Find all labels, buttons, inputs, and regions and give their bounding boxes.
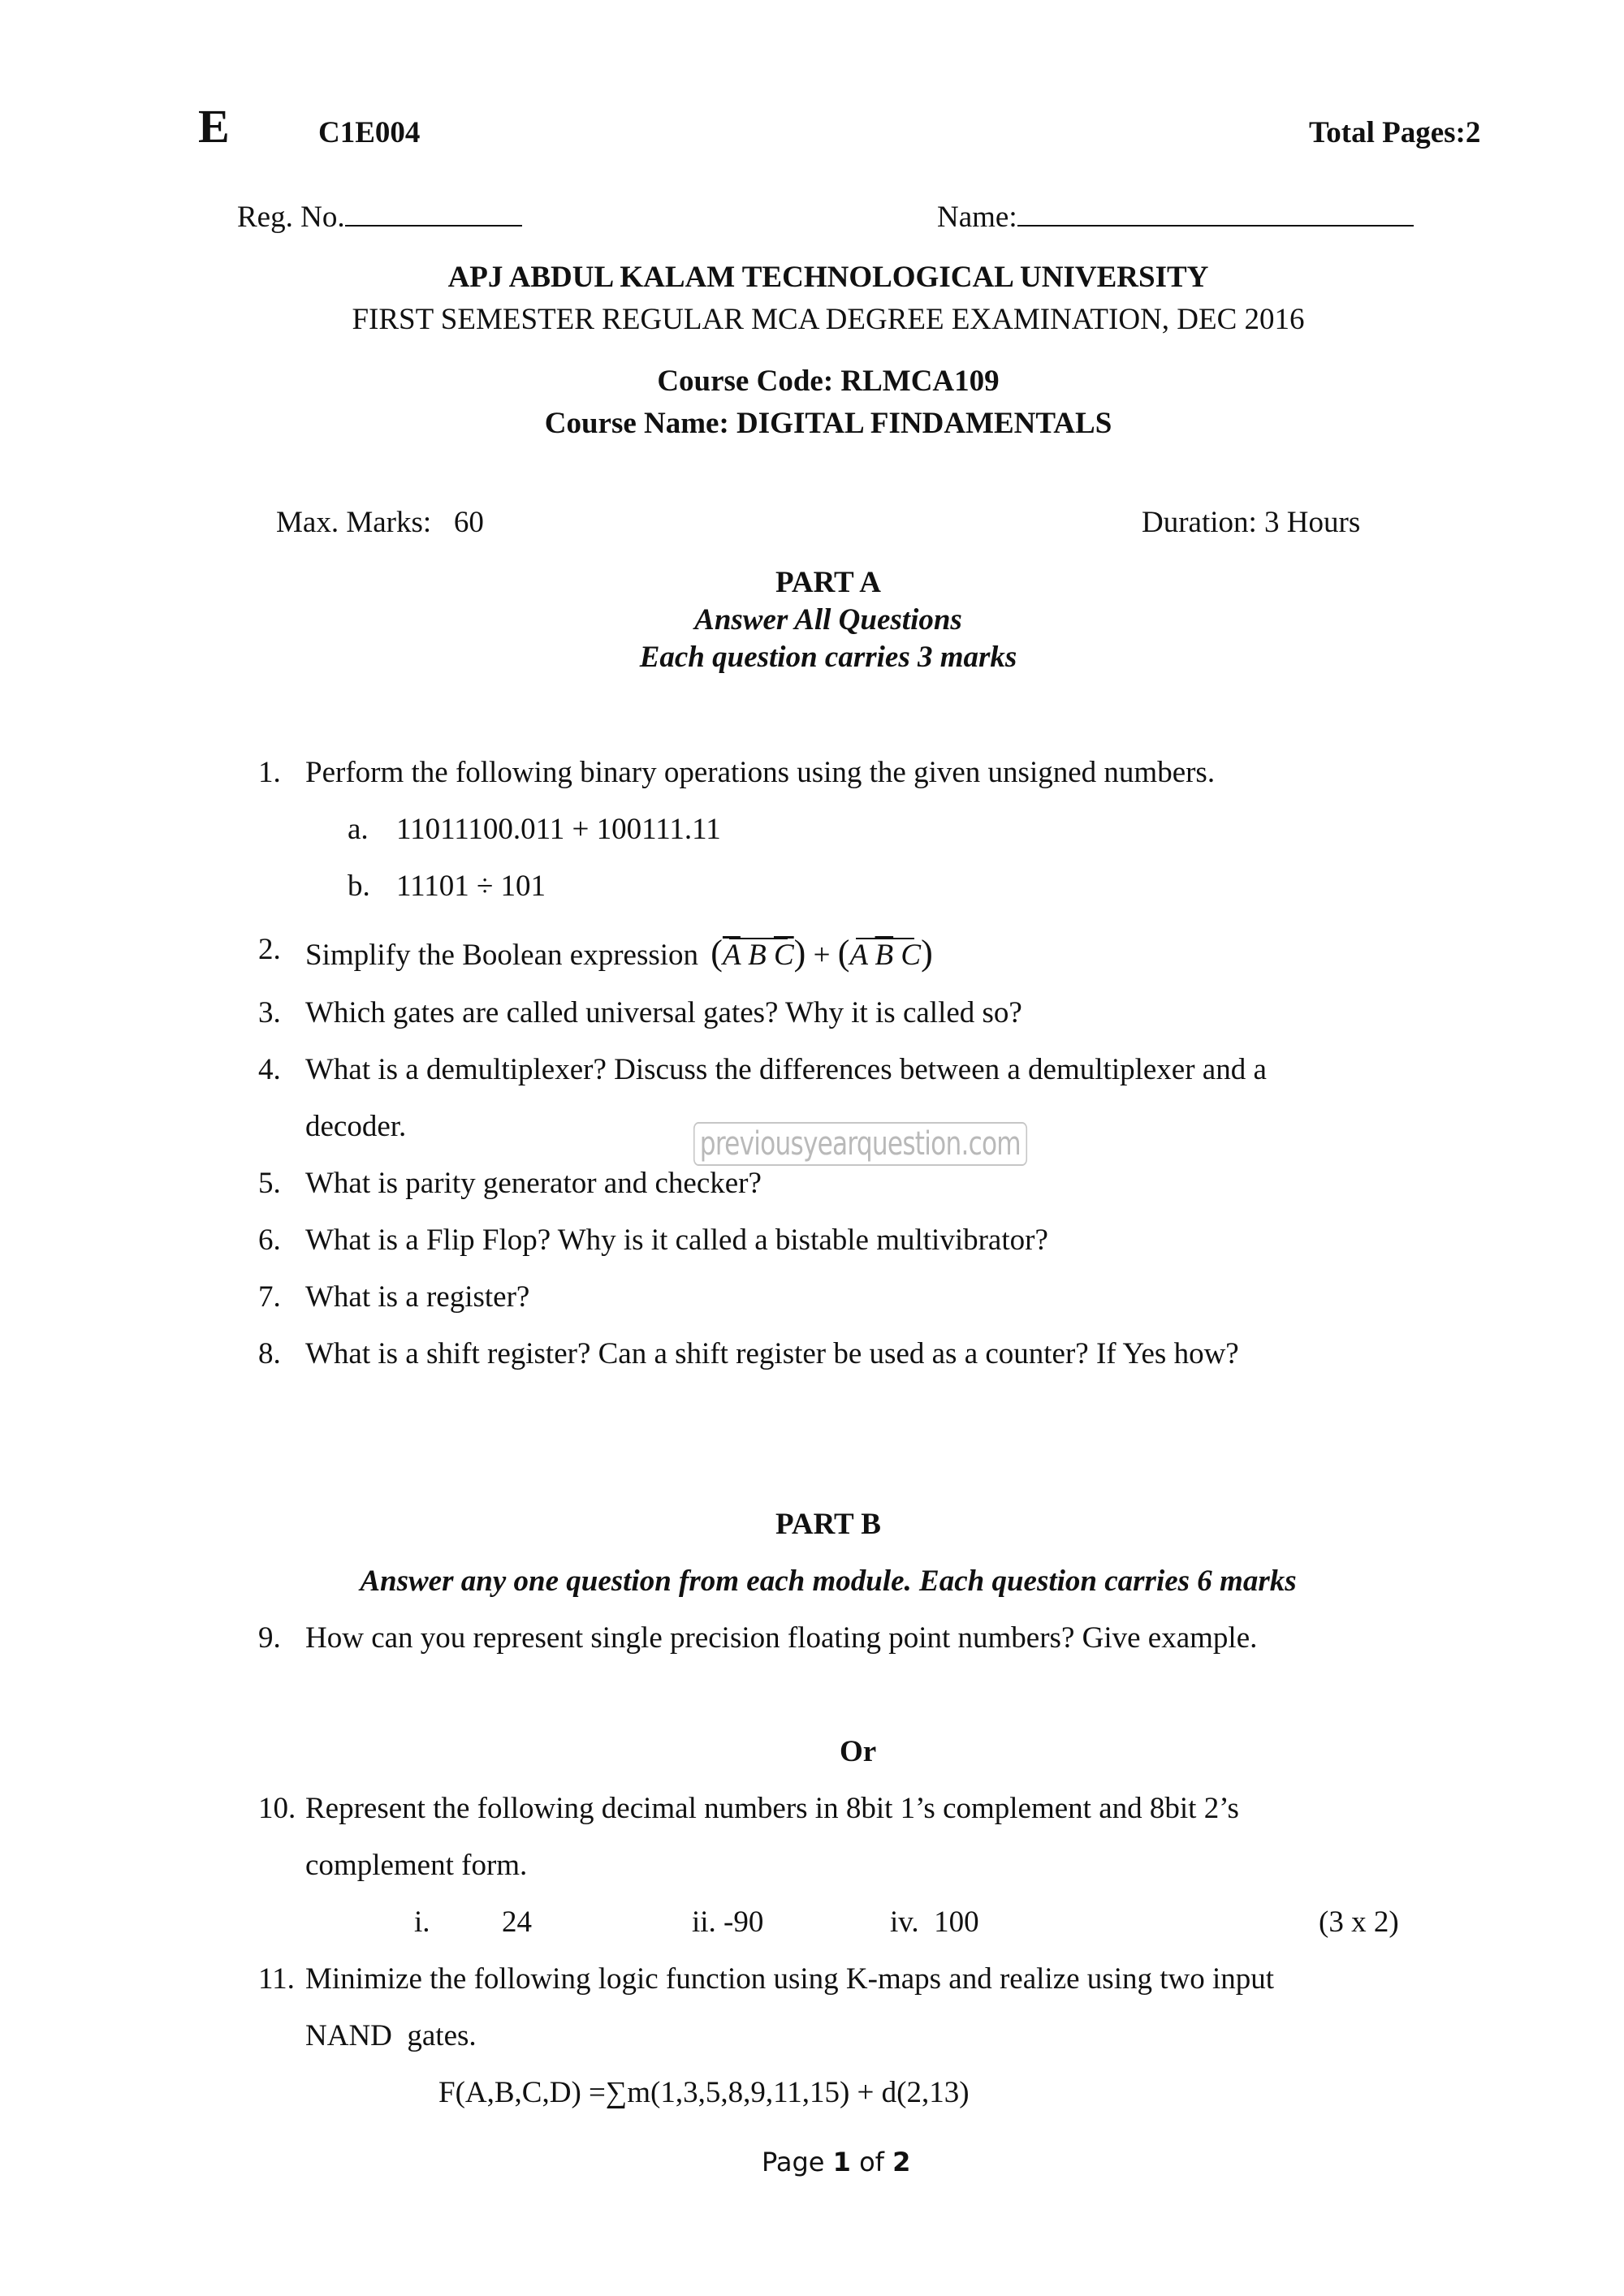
q10-item-iv: iv. 100 bbox=[890, 1905, 979, 1939]
q10-text: Represent the following decimal numbers in 8bit 1’s complement and 8bit 2’s bbox=[305, 1792, 1239, 1825]
q11-function: F(A,B,C,D) =∑m(1,3,5,8,9,11,15) + d(2,13) bbox=[438, 2076, 970, 2109]
name-field bbox=[937, 200, 1414, 235]
course-code: Course Code: RLMCA109 bbox=[657, 365, 1000, 398]
footer-current-page: 1 bbox=[832, 2147, 851, 2177]
q1b-text: 11101 ÷ 101 bbox=[396, 870, 546, 903]
expr-c: C bbox=[901, 939, 922, 972]
q5-number: 5. bbox=[258, 1167, 281, 1200]
footer-page-label: Page bbox=[762, 2147, 825, 2177]
footer-of-label: of bbox=[859, 2147, 884, 2177]
q10-marks: (3 x 2) bbox=[1319, 1905, 1399, 1939]
expr-b: B bbox=[748, 939, 767, 972]
q4-text: What is a demultiplexer? Discuss the differences between a demultiplexer and a bbox=[305, 1053, 1267, 1086]
course-name: Course Name: DIGITAL FINDAMENTALS bbox=[544, 407, 1112, 440]
part-a-instruction: Answer All Questions bbox=[694, 603, 962, 637]
q8-number: 8. bbox=[258, 1337, 281, 1370]
q1-text: Perform the following binary operations using the given unsigned numbers. bbox=[305, 756, 1216, 789]
boolean-expression: ($\overline{A}$ B $\overline{C}) + (A$ $\overline{B}$ C) bbox=[710, 933, 933, 973]
q10-item-i-label: i. bbox=[414, 1905, 430, 1939]
expr-group-1 bbox=[723, 938, 794, 973]
q3-number: 3. bbox=[258, 996, 281, 1029]
q1a-label: a. bbox=[348, 813, 369, 846]
q2-number: 2. bbox=[258, 933, 281, 966]
expr-group-2 bbox=[849, 938, 921, 973]
exam-title: FIRST SEMESTER REGULAR MCA DEGREE EXAMINATION, DEC 2016 bbox=[352, 303, 1305, 336]
q7-text: What is a register? bbox=[305, 1280, 530, 1314]
q6-text: What is a Flip Flop? Why is it called a bistable multivibrator? bbox=[305, 1224, 1048, 1257]
q7-number: 7. bbox=[258, 1280, 281, 1314]
q11-text: Minimize the following logic function using K-maps and realize using two input bbox=[305, 1962, 1275, 1996]
q10-number: 10. bbox=[258, 1792, 296, 1825]
reg-no-blank bbox=[345, 201, 522, 227]
q2-text bbox=[305, 932, 933, 973]
duration: Duration: 3 Hours bbox=[1142, 506, 1361, 539]
part-b-title: PART B bbox=[775, 1508, 881, 1541]
q4-number: 4. bbox=[258, 1053, 281, 1086]
q3-text: Which gates are called universal gates? Why it is called so? bbox=[305, 996, 1022, 1029]
max-marks: Max. Marks: 60 bbox=[276, 506, 484, 539]
or-separator: Or bbox=[840, 1735, 877, 1768]
page-footer bbox=[762, 2147, 910, 2177]
q8-text: What is a shift register? Can a shift register be used as a counter? If Yes how? bbox=[305, 1337, 1239, 1370]
total-pages: Total Pages:2 bbox=[1309, 116, 1481, 149]
q1-number: 1. bbox=[258, 756, 281, 789]
watermark-logo: previousyearquestion.com bbox=[693, 1122, 1027, 1166]
part-a-marks: Each question carries 3 marks bbox=[639, 641, 1017, 674]
name-label: Name: bbox=[937, 201, 1017, 234]
expr-plus: + bbox=[813, 939, 831, 972]
q5-text: What is parity generator and checker? bbox=[305, 1167, 762, 1200]
q1a-text: 11011100.011 + 100111.11 bbox=[396, 813, 721, 846]
q11-number: 11. bbox=[258, 1962, 295, 1996]
q4-text-cont: decoder. bbox=[305, 1110, 407, 1143]
university-name: APJ ABDUL KALAM TECHNOLOGICAL UNIVERSITY bbox=[447, 261, 1209, 294]
expr-b-bar: $\overline{B}$ bbox=[875, 939, 894, 972]
q6-number: 6. bbox=[258, 1224, 281, 1257]
q2-label: Simplify the Boolean expression bbox=[305, 939, 699, 972]
paper-code: C1E004 bbox=[318, 116, 421, 149]
q9-number: 9. bbox=[258, 1621, 281, 1655]
expr-c-bar: $\overline{C}$ bbox=[773, 939, 794, 972]
q11-text-cont: NAND gates. bbox=[305, 2019, 477, 2052]
q9-text: How can you represent single precision floating point numbers? Give example. bbox=[305, 1621, 1258, 1655]
q10-item-ii: ii. -90 bbox=[692, 1905, 764, 1939]
q10-text-cont: complement form. bbox=[305, 1849, 528, 1882]
footer-total-pages: 2 bbox=[892, 2147, 911, 2177]
q10-item-i-value: 24 bbox=[502, 1905, 532, 1939]
expr-a: A bbox=[849, 939, 868, 972]
set-label: E bbox=[198, 100, 230, 153]
part-b-instruction: Answer any one question from each module. Each question carries 6 marks bbox=[360, 1564, 1297, 1598]
name-blank bbox=[1017, 201, 1414, 227]
reg-no-field bbox=[237, 200, 522, 235]
reg-no-label: Reg. No. bbox=[237, 201, 345, 234]
part-a-title: PART A bbox=[775, 566, 881, 599]
q1b-label: b. bbox=[348, 870, 370, 903]
expr-a-bar: $\overline{A}$ bbox=[722, 939, 741, 972]
